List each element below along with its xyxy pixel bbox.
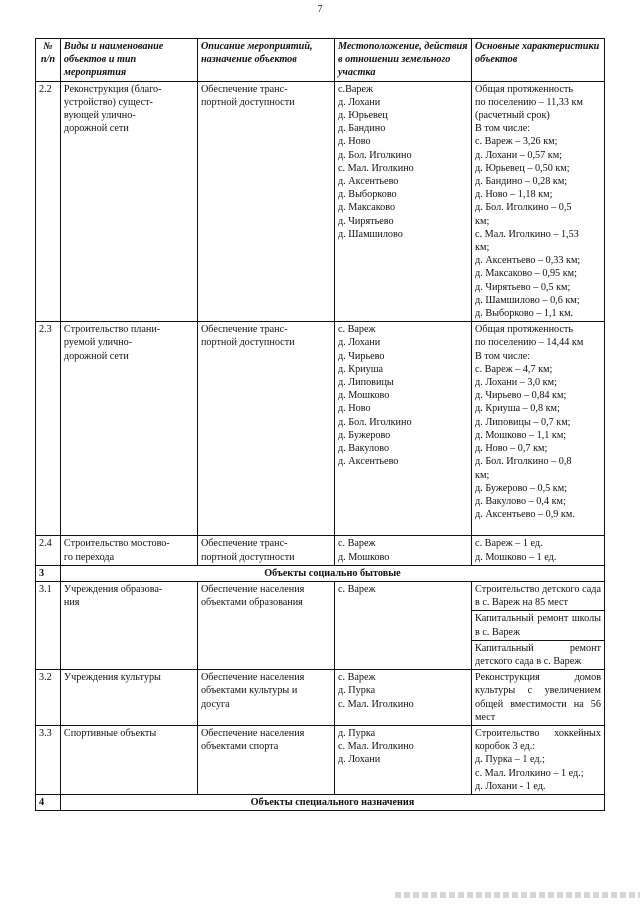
text-line: д. Мошково – 1,1 км;: [475, 429, 567, 441]
text-line: д. Бужерово – 0,5 км;: [475, 482, 568, 494]
text-line: с. Мал. Иголкино – 1,53: [475, 228, 579, 240]
text-line: с. Мал. Иголкино: [338, 162, 414, 174]
text-line: д. Бол. Иголкино – 0,5: [475, 202, 572, 214]
text-line: д. Мошково: [338, 390, 390, 402]
text-line: Строительство плани-: [63, 324, 161, 336]
header-description: Описание мероприятий, назначение объектов: [197, 39, 334, 82]
text-line: объектами культуры и: [200, 685, 298, 697]
text-line: по поселению – 14,44 км: [475, 337, 584, 349]
row-characteristics: [472, 536, 605, 565]
text-line: устройство) сущест-: [63, 96, 153, 108]
text-line: Обеспечение транс-: [200, 83, 288, 95]
table-row: [36, 81, 605, 322]
text-line: д. Бол. Иголкино: [338, 416, 412, 428]
text-line: д. Бандино – 0,28 км;: [475, 176, 568, 188]
text-line: д. Бандино: [338, 123, 386, 135]
row-type: [60, 725, 197, 794]
row-description: [197, 725, 334, 794]
page-number: 7: [317, 4, 323, 15]
row-locations: [335, 670, 472, 726]
text-line: д. Вакулово – 0,4 км;: [475, 495, 566, 507]
text-line: д. Криуша – 0,8 км;: [475, 403, 560, 415]
row-characteristics: Строительство детского сада в с. Вареж на 85 мест: [472, 581, 605, 610]
text-line: д. Пурка – 1 ед.;: [475, 754, 545, 766]
characteristics-head: Строительство хоккейных коробок 3 ед.:: [475, 727, 601, 753]
text-line: д. Ново: [338, 136, 371, 148]
row-locations: [335, 536, 472, 565]
text-line: д. Аксентьево: [338, 456, 399, 468]
text-line: дорожной сети: [63, 123, 129, 135]
row-characteristics: [472, 322, 605, 536]
row-num: 2.3: [36, 322, 61, 536]
text-line: с. Мал. Иголкино: [338, 741, 414, 753]
text-line: д. Юрьевец – 0,50 км;: [475, 162, 570, 174]
text-line: с. Вареж: [338, 672, 376, 684]
row-num: 3.1: [36, 581, 61, 669]
text-line: д. Пурка: [338, 727, 376, 739]
text-line: объектами спорта: [200, 741, 279, 753]
text-line: д. Бол. Иголкино – 0,8: [475, 456, 572, 468]
text-line: с. Вареж: [338, 583, 376, 595]
section-row: [36, 565, 605, 581]
text-line: объектами образования: [200, 597, 303, 609]
section-num: 4: [36, 794, 61, 810]
row-description: [197, 670, 334, 726]
text-line: д. Пурка: [338, 685, 376, 697]
text-line: Обеспечение населения: [200, 583, 305, 595]
text-line: д. Лохани: [338, 754, 381, 766]
row-characteristics: Капитальный ремонт школы в с. Вареж: [472, 611, 605, 640]
text-line: д. Бужерово: [338, 429, 391, 441]
text-line: д. Аксентьево – 0,33 км;: [475, 255, 581, 267]
text-line: д. Ново – 1,18 км;: [475, 189, 553, 201]
scan-footer-marks: [395, 892, 640, 898]
table-row: [36, 322, 605, 536]
text-line: д. Чирьево: [338, 350, 385, 362]
text-line: портной доступности: [200, 551, 295, 563]
text-line: д. Аксентьево: [338, 176, 399, 188]
text-line: д. Чирьево – 0,84 км;: [475, 390, 567, 402]
row-characteristics: [472, 725, 605, 794]
text-line: д. Юрьевец: [338, 110, 388, 122]
table-row: [36, 536, 605, 565]
text-line: с.Вареж: [338, 83, 374, 95]
row-num: 2.2: [36, 81, 61, 322]
text-line: км;: [475, 242, 490, 254]
text-line: портной доступности: [200, 337, 295, 349]
objects-table: [35, 38, 605, 811]
table-header-row: [36, 39, 605, 82]
row-characteristics: Капитальный ремонт детского сада в с. Вареж: [472, 640, 605, 669]
text-line: д. Максаково: [338, 202, 396, 214]
row-description: [197, 581, 334, 669]
text-line: ния: [63, 597, 80, 609]
text-line: д. Криуша: [338, 363, 384, 375]
row-characteristics: Реконструкция домов культуры с увеличением общей вместимости на 56 мест: [472, 670, 605, 726]
row-description: [197, 536, 334, 565]
header-characteristics: Основные характеристики объектов: [472, 39, 605, 82]
text-line: Обеспечение населения: [200, 727, 305, 739]
text-line: д. Бол. Иголкино: [338, 149, 412, 161]
row-description: [197, 81, 334, 322]
text-line: с. Мал. Иголкино: [338, 698, 414, 710]
text-line: д. Лохани: [338, 337, 381, 349]
row-type: [60, 81, 197, 322]
text-line: Спортивные объекты: [63, 727, 157, 739]
text-line: с. Вареж – 3,26 км;: [475, 136, 558, 148]
text-line: Общая протяженность: [475, 324, 573, 336]
row-type: [60, 670, 197, 726]
section-title: Объекты социально бытовые: [60, 565, 604, 581]
table-row: [36, 670, 605, 726]
text-line: д. Максаково – 0,95 км;: [475, 268, 577, 280]
text-line: д. Лохани – 3,0 км;: [475, 377, 557, 389]
row-description: [197, 322, 334, 536]
text-line: д. Вакулово: [338, 443, 390, 455]
row-type: [60, 322, 197, 536]
text-line: с. Вареж – 1 ед.: [475, 538, 543, 550]
text-line: с. Вареж – 4,7 км;: [475, 363, 553, 375]
text-line: вующей улично-: [63, 110, 136, 122]
row-locations: [335, 322, 472, 536]
text-line: д. Аксентьево – 0,9 км.: [475, 509, 575, 521]
table-row: [36, 581, 605, 610]
text-line: с. Вареж: [338, 538, 376, 550]
header-num: № п/п: [36, 39, 61, 82]
table-row: [36, 725, 605, 794]
header-types: Виды и наименование объектов и тип мероприятия: [60, 39, 197, 82]
row-num: 3.3: [36, 725, 61, 794]
text-line: с. Мал. Иголкино – 1 ед.;: [475, 767, 584, 779]
text-line: д. Выборково – 1,1 км.: [475, 308, 574, 320]
text-line: Строительство мостово-: [63, 538, 170, 550]
row-characteristics: [472, 81, 605, 322]
text-line: д. Липовицы – 0,7 км;: [475, 416, 571, 428]
text-line: го перехода: [63, 551, 115, 563]
text-line: д. Шамшилово – 0,6 км;: [475, 294, 580, 306]
text-line: Реконструкция (благо-: [63, 83, 162, 95]
text-line: В том числе:: [475, 350, 531, 362]
text-line: Учреждения образова-: [63, 583, 163, 595]
text-line: д. Чирятьево – 0,5 км;: [475, 281, 571, 293]
text-line: по поселению – 11,33 км: [475, 96, 583, 108]
text-line: Учреждения культуры: [63, 672, 161, 684]
text-line: д. Мошково – 1 ед.: [475, 551, 557, 563]
row-type: [60, 581, 197, 669]
section-title: Объекты специального назначения: [60, 794, 604, 810]
text-line: д. Ново: [338, 403, 371, 415]
text-line: дорожной сети: [63, 350, 129, 362]
text-line: портной доступности: [200, 96, 295, 108]
text-line: д. Чирятьево: [338, 215, 394, 227]
header-location: Местоположение, действия в отношении земельного участка: [335, 39, 472, 82]
text-line: д. Лохани – 0,57 км;: [475, 149, 562, 161]
text-line: В том числе:: [475, 123, 531, 135]
section-num: 3: [36, 565, 61, 581]
row-locations: [335, 725, 472, 794]
text-line: д. Ново – 0,7 км;: [475, 443, 548, 455]
row-num: 2.4: [36, 536, 61, 565]
row-locations: [335, 81, 472, 322]
text-line: руемой улично-: [63, 337, 133, 349]
text-line: Общая протяженность: [475, 83, 573, 95]
text-line: (расчетный срок): [475, 110, 550, 122]
text-line: д. Липовицы: [338, 377, 394, 389]
text-line: км;: [475, 215, 490, 227]
text-line: км;: [475, 469, 490, 481]
text-line: Обеспечение населения: [200, 672, 305, 684]
text-line: д. Мошково: [338, 551, 390, 563]
text-line: д. Лохани: [338, 96, 381, 108]
row-num: 3.2: [36, 670, 61, 726]
text-line: досуга: [200, 698, 230, 710]
row-type: [60, 536, 197, 565]
text-line: с. Вареж: [338, 324, 376, 336]
text-line: д. Шамшилово: [338, 228, 403, 240]
text-line: Обеспечение транс-: [200, 324, 288, 336]
text-line: д. Лохани - 1 ед.: [475, 780, 546, 792]
text-line: д. Выборково: [338, 189, 397, 201]
section-row: [36, 794, 605, 810]
characteristics-list: [475, 753, 601, 793]
row-locations: [335, 581, 472, 669]
text-line: Обеспечение транс-: [200, 538, 288, 550]
